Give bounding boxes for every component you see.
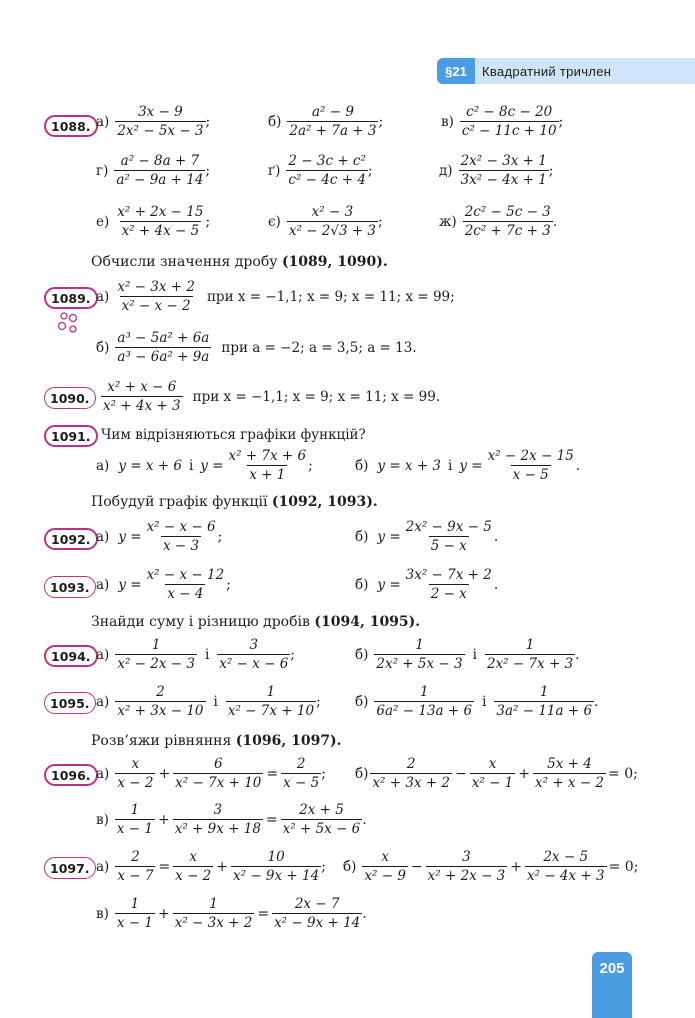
problem-1088ye: є) x² − 3 x² − 2√3 + 3 ;: [268, 204, 383, 239]
problem-1088a: а) 3x − 9 2x² − 5x − 3 ;: [96, 104, 211, 139]
problem-1093b: б) y = $\frac{\text{3x² − 7x + 2}}{2 - x}$ .: [355, 567, 499, 602]
fraction: $\frac{2x - 7}{\text{x² − 9x + 14}}$: [274, 896, 361, 931]
fraction: $\frac{6}{\text{x² − 7x + 10}}$: [175, 756, 262, 791]
problem-1095a: а) 2 x² + 3x − 10 і 1 x² − 7x + 10 ;: [96, 684, 321, 719]
fraction: $\frac{\text{x² − 2x − 15}}{x - 5}$: [487, 448, 574, 483]
fraction: $\frac{2x - 5}{\text{x² − 4x + 3}}$: [527, 849, 605, 884]
problem-1097v: в) 1 x − 1 + $\frac{1}{\text{x² − 3x + 2}}$ = $\frac{2x - 7}{\text{x² − 9x + 14}}$ .: [96, 896, 367, 931]
problem-1089b: б) a³ − 5a² + 6a a³ − 6a² + 9a при a = −2; a = 3,5; a = 13.: [96, 330, 417, 365]
fraction: 1 x − 1: [116, 802, 153, 837]
problem-number-1096: 1096.: [44, 764, 98, 786]
fraction: $\frac{2}{x - 5}$: [283, 756, 320, 791]
problem-1092b: б) y = $\frac{\text{2x² − 9x − 5}}{5 - x}$ .: [355, 519, 499, 554]
fraction: $\frac{3}{\text{x² + 9x + 18}}$: [174, 802, 261, 837]
problem-1088e: е) x² + 2x − 15 x² + 4x − 5 ;: [96, 204, 211, 239]
fraction: 1 x − 1: [116, 896, 153, 931]
problem-1094a: а) 1 x² − 2x − 3 і 3 x² − x − 6 ;: [96, 637, 296, 672]
fraction: $\frac{\text{3x² − 7x + 2}}{2 - x}$: [405, 567, 492, 602]
fraction: 1 x² − 7x + 10: [227, 684, 315, 719]
fraction: $\frac{x}{\text{x² − 1}}$: [471, 756, 514, 791]
problem-1096v: в) 1 x − 1 + $\frac{3}{\text{x² + 9x + 18}}$ = $\frac{2x + 5}{\text{x² + 5x − 6}}$ .: [96, 802, 367, 837]
problem-1094b: б) 1 2x² + 5x − 3 і 1 2x² − 7x + 3 .: [355, 637, 580, 672]
fraction: $\frac{2x + 5}{\text{x² + 5x − 6}}$: [282, 802, 361, 837]
problem-1096b: б) 2 x² + 3x + 2 − $\frac{x}{\text{x² − 1}}$ + $\frac{5x + 4}{\text{x² + x − 2}}$ = 0;: [355, 756, 638, 791]
fraction: $\frac{5x + 4}{\text{x² + x − 2}}$: [535, 756, 605, 791]
problem-1097a: а) $\frac{2}{x - 7}$ = $\frac{x}{x - 2}$ + $\frac{10}{\text{x² − 9x + 14}}$ ;: [96, 849, 326, 884]
fraction: $\frac{\text{x² − x − 6}}{x - 3}$: [146, 519, 216, 554]
circles-icon: [56, 310, 82, 336]
fraction: a² − 8a + 7 a² − 9a + 14: [116, 153, 204, 188]
page-number: 205: [592, 952, 632, 1018]
problem-1091b: б) y = x + 3 і y = $\frac{\text{x² − 2x − 15}}{x - 5}$ .: [355, 448, 581, 483]
fraction: 2c² − 5c − 3 2c² + 7c + 3: [464, 204, 551, 239]
fraction: x x² − 9: [364, 849, 406, 884]
fraction: 2 x² + 3x − 10: [117, 684, 204, 719]
problem-1092a: а) y = $\frac{\text{x² − x − 6}}{x - 3}$ ;: [96, 519, 223, 554]
problem-1093a: а) y = $\frac{\text{x² − x − 12}}{x - 4}$ ;: [96, 567, 231, 602]
problem-number-1090: 1090.: [44, 387, 96, 409]
fraction: x² + x − 6 x² + 4x + 3: [103, 379, 181, 414]
problem-1097b: б) x x² − 9 − $\frac{3}{\text{x² + 2x − 3}}$ + $\frac{2x - 5}{\text{x² − 4x + 3}}$ = 0;: [343, 849, 639, 884]
problem-1088zh: ж) 2c² − 5c − 3 2c² + 7c + 3 .: [439, 204, 558, 239]
problem-1091a: а) y = x + 6 і y = $\frac{\text{x² + 7x + 6}}{x + 1}$ ;: [96, 448, 313, 483]
problem-1088d: д) 2x² − 3x + 1 3x² − 4x + 1 ;: [439, 153, 554, 188]
fraction: c² − 8c − 20 c² − 11c + 10: [461, 104, 557, 139]
fraction: 1 x² − 2x − 3: [117, 637, 195, 672]
fraction: $\frac{1}{\text{x² − 3x + 2}}$: [174, 896, 253, 931]
instruction-1094: Знайди суму і різницю дробів (1094, 1095).: [91, 614, 421, 630]
problem-1088b: б) a² − 9 2a² + 7a + 3 ;: [268, 104, 384, 139]
section-header: [437, 58, 695, 84]
fraction: x² − 3 x² − 2√3 + 3: [288, 204, 377, 239]
problem-number-1089: 1089.: [44, 287, 98, 309]
fraction: 1 2x² + 5x − 3: [376, 637, 463, 672]
fraction: 1 2x² − 7x + 3: [486, 637, 574, 672]
problem-number-1094: 1094.: [44, 645, 98, 667]
section-number: §21: [437, 58, 475, 84]
fraction: 2 x² + 3x + 2: [372, 756, 451, 791]
fraction: 3 x² − x − 6: [219, 637, 289, 672]
instruction-1092: Побудуй графік функції (1092, 1093).: [91, 494, 378, 510]
problem-1096a: а) x x − 2 + $\frac{6}{\text{x² − 7x + 10}}$ = $\frac{2}{x - 5}$ ;: [96, 756, 326, 791]
instruction-1089: Обчисли значення дробу (1089, 1090).: [91, 254, 388, 270]
fraction: a³ − 5a² + 6a a³ − 6a² + 9a: [117, 330, 210, 365]
fraction: $\frac{x}{x - 2}$: [175, 849, 212, 884]
instruction-1096: Розв’яжи рівняння (1096, 1097).: [91, 733, 342, 749]
fraction: x x − 2: [117, 756, 154, 791]
fraction: $\frac{2}{x - 7}$: [117, 849, 154, 884]
problem-1090: x² + x − 6 x² + 4x + 3 при x = −1,1; x = 9; x = 11; x = 99.: [103, 379, 441, 414]
problem-1088g: г) a² − 8a + 7 a² − 9a + 14 ;: [96, 153, 211, 188]
fraction: 1 3a² − 11a + 6: [496, 684, 593, 719]
fraction: x² + 2x − 15 x² + 4x − 5: [117, 204, 204, 239]
fraction: $\frac{\text{2x² − 9x − 5}}{5 - x}$: [405, 519, 492, 554]
fraction: $\frac{3}{\text{x² + 2x − 3}}$: [427, 849, 506, 884]
problem-number-1092: 1092.: [44, 528, 98, 550]
problem-number-1091: 1091.: [44, 425, 98, 447]
problem-1091-text: Чим відрізняються графіки функцій?: [101, 427, 366, 443]
problem-number-1095: 1095.: [44, 692, 96, 714]
fraction: 1 6a² − 13a + 6: [376, 684, 473, 719]
fraction: 3x − 9 2x² − 5x − 3: [117, 104, 204, 139]
problem-1089a: а) x² − 3x + 2 x² − x − 2 при x = −1,1; x = 9; x = 11; x = 99;: [96, 279, 455, 314]
fraction: x² − 3x + 2 x² − x − 2: [117, 279, 195, 314]
problem-number-1093: 1093.: [44, 576, 96, 598]
problem-1088v: в) c² − 8c − 20 c² − 11c + 10 ;: [441, 104, 564, 139]
problem-1095b: б) 1 6a² − 13a + 6 і 1 3a² − 11a + 6 .: [355, 684, 599, 719]
problem-number-1097: 1097.: [44, 857, 96, 879]
fraction: 2 − 3c + c² c² − 4c + 4: [288, 153, 366, 188]
fraction: 2x² − 3x + 1 3x² − 4x + 1: [460, 153, 547, 188]
section-title: Квадратний тричлен: [475, 58, 695, 84]
fraction: a² − 9 2a² + 7a + 3: [289, 104, 377, 139]
fraction: $\frac{\text{x² − x − 12}}{x - 4}$: [146, 567, 225, 602]
fraction: $\frac{10}{\text{x² − 9x + 14}}$: [233, 849, 320, 884]
problem-1088gg: ґ) 2 − 3c + c² c² − 4c + 4 ;: [268, 153, 373, 188]
fraction: $\frac{\text{x² + 7x + 6}}{x + 1}$: [228, 448, 307, 483]
problem-number-1088: 1088.: [44, 115, 98, 137]
